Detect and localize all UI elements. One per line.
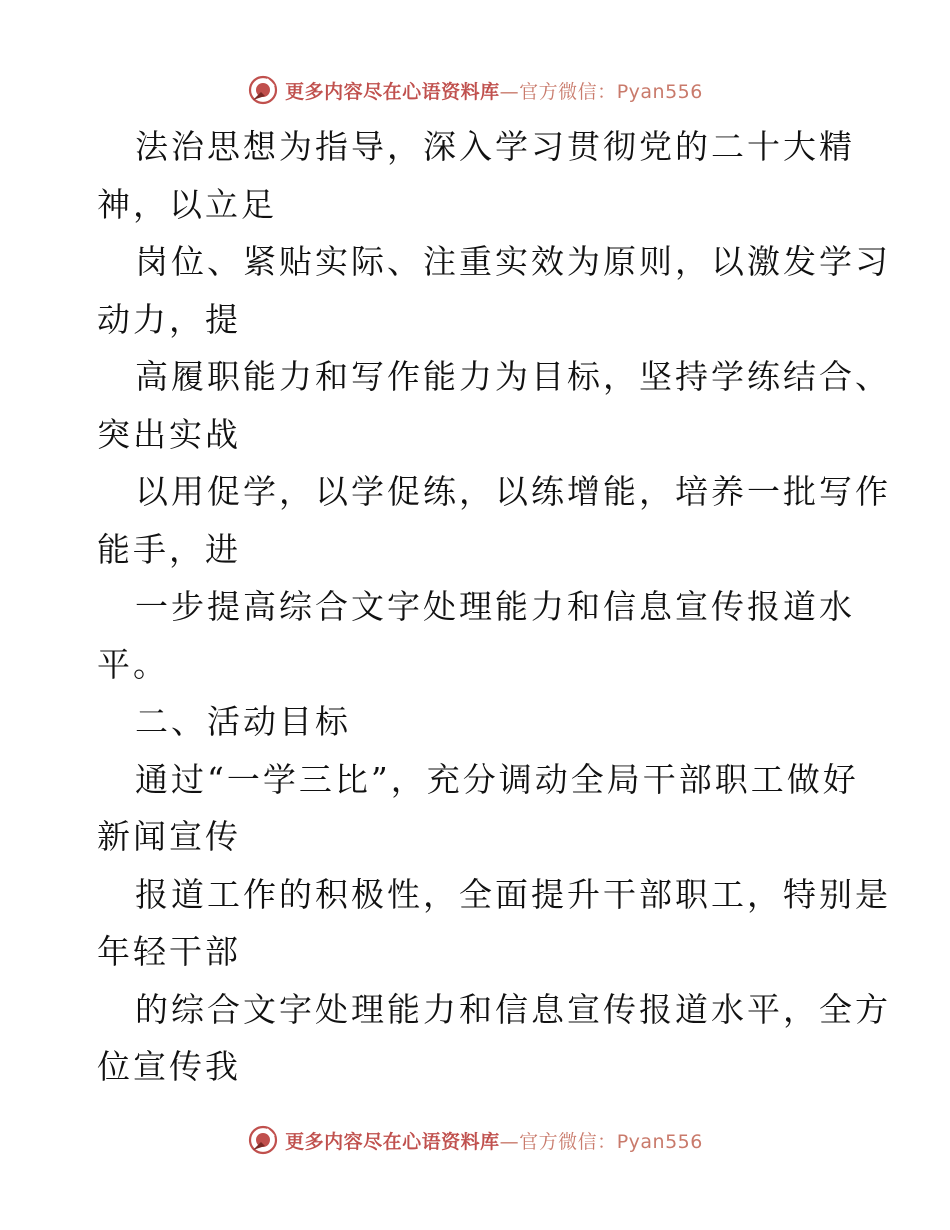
text-line: 动力，提 <box>97 299 241 339</box>
text-line: 高履职能力和写作能力为目标，坚持学练结合、 <box>135 357 891 396</box>
header-watermark <box>0 70 950 110</box>
text-line: 新闻宣传 <box>97 817 241 856</box>
text-line: 一步提高综合文字处理能力和信息宣传报道水 <box>135 587 855 626</box>
text-line: 神，以立足 <box>97 184 277 224</box>
text-line: 二、活动目标 <box>135 702 351 741</box>
text-line: 能手，进 <box>97 529 241 569</box>
watermark-label: 官方微信： <box>519 1130 617 1153</box>
watermark-separator: — <box>499 1130 520 1153</box>
watermark-id: Pyan556 <box>616 1130 703 1153</box>
watermark-label: 官方微信： <box>519 80 617 103</box>
pen-logo-icon <box>247 1124 279 1156</box>
text-line: 突出实战 <box>97 414 241 454</box>
pen-logo-icon <box>247 74 279 106</box>
watermark-brand: 更多内容尽在心语资料库 <box>285 1130 500 1153</box>
text-line: 的综合文字处理能力和信息宣传报道水平，全方 <box>135 989 891 1029</box>
watermark-brand: 更多内容尽在心语资料库 <box>285 80 500 103</box>
text-line: 以用促学，以学促练，以练增能，培养一批写作 <box>135 472 891 511</box>
document-body <box>97 118 891 1096</box>
watermark-separator: — <box>499 80 520 103</box>
watermark-text <box>285 77 703 104</box>
text-line: 通过“一学三比”，充分调动全局干部职工做好 <box>135 759 859 799</box>
watermark-id: Pyan556 <box>616 80 703 103</box>
text-line: 平。 <box>97 644 169 684</box>
text-line: 位宣传我 <box>97 1047 241 1086</box>
text-line: 报道工作的积极性，全面提升干部职工，特别是 <box>135 874 891 914</box>
text-line: 岗位、紧贴实际、注重实效为原则，以激发学习 <box>135 242 891 281</box>
footer-watermark <box>0 1120 950 1160</box>
text-line: 法治思想为指导，深入学习贯彻党的二十大精 <box>135 127 855 166</box>
watermark-text <box>285 1127 703 1154</box>
text-line: 年轻干部 <box>97 932 241 971</box>
